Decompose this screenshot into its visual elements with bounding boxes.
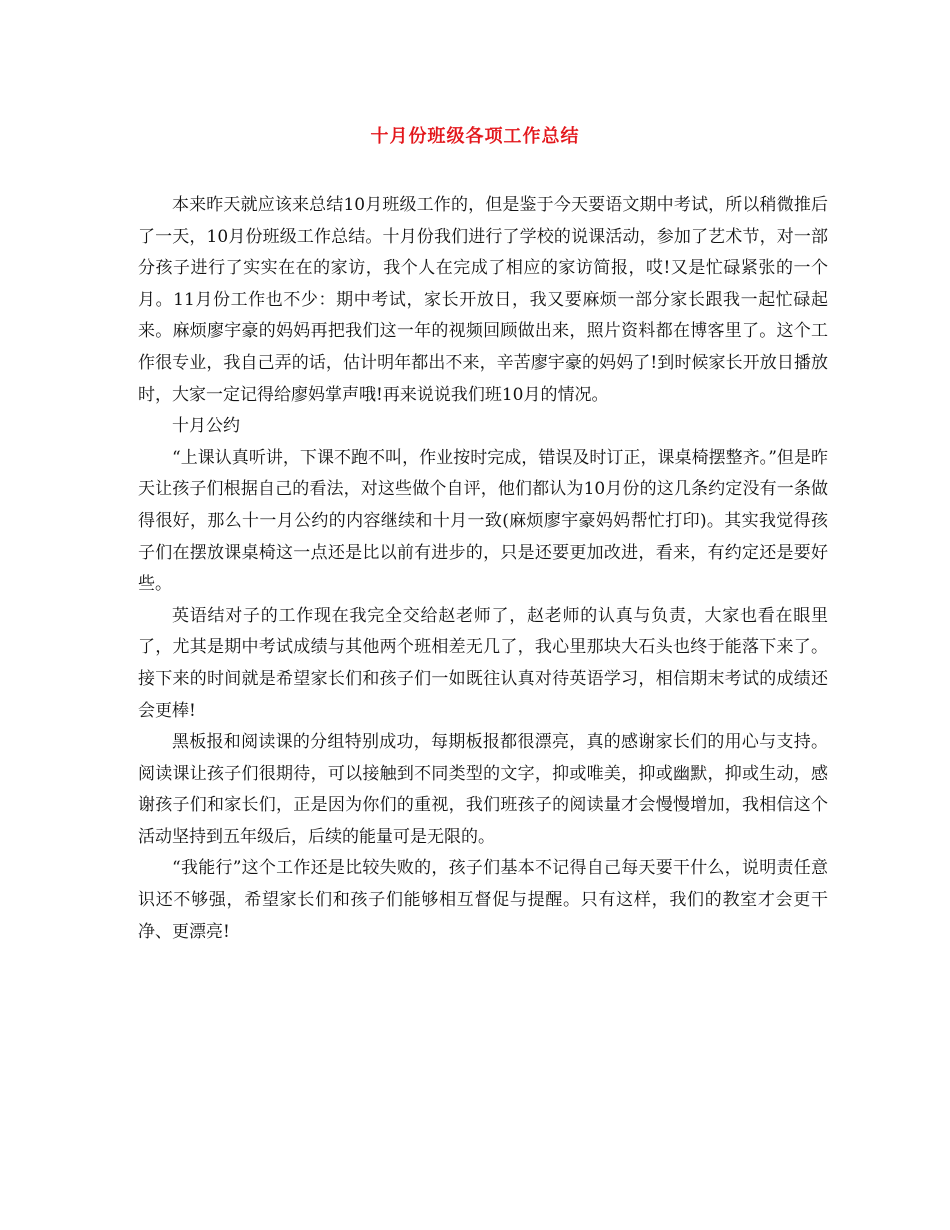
paragraph-pact: “上课认真听讲，下课不跑不叫，作业按时完成，错误及时订正，课桌椅摆整齐。”但是昨天让孩子们根据自己的看法，对这些做个自评，他们都认为10月份的这几条约定没有一条做得很好，那么十一月公约的内容继续和十月一致(麻烦廖宇豪妈妈帮忙打印)。其实我觉得孩子们在摆放课桌椅这一点还是比以前有进步的，只是还要更加改进，看来，有约定还是要好些。 [138, 447, 828, 595]
paragraph-intro: 本来昨天就应该来总结10月班级工作的，但是鉴于今天要语文期中考试，所以稍微推后了一天，10月份班级工作总结。十月份我们进行了学校的说课活动，参加了艺术节，对一部分孩子进行了实实在在的家访，我个人在完成了相应的家访简报，哎!又是忙碌紧张的一个月。11月份工作也不少：期中考试，家长开放日，我又要麻烦一部分家长跟我一起忙碌起来。麻烦廖宇豪的妈妈再把我们这一年的视频回顾做出来，照片资料都在博客里了。这个工作很专业，我自己弄的话，估计明年都出不来，辛苦廖宇豪的妈妈了!到时候家长开放日播放时，大家一定记得给廖妈掌声哦!再来说说我们班10月的情况。 [138, 195, 828, 405]
document-body [138, 190, 828, 948]
paragraph-blackboard-reading: 黑板报和阅读课的分组特别成功，每期板报都很漂亮，真的感谢家长们的用心与支持。阅读课让孩子们很期待，可以接触到不同类型的文字，抑或唯美，抑或幽默，抑或生动，感谢孩子们和家长们，正是因为你们的重视，我们班孩子的阅读量才会慢慢增加，我相信这个活动坚持到五年级后，后续的能量可是无限的。 [138, 732, 828, 847]
section-heading-october-pact: 十月公约 [172, 416, 240, 437]
paragraph-english-pairs: 英语结对子的工作现在我完全交给赵老师了，赵老师的认真与负责，大家也看在眼里了，尤其是期中考试成绩与其他两个班相差无几了，我心里那块大石头也终于能落下来了。接下来的时间就是希望家长们和孩子们一如既往认真对待英语学习，相信期末考试的成绩还会更棒! [138, 605, 828, 721]
paragraph-i-can-do-it: “我能行”这个工作还是比较失败的，孩子们基本不记得自己每天要干什么，说明责任意识还不够强，希望家长们和孩子们能够相互督促与提醒。只有这样，我们的教室才会更干净、更漂亮! [138, 858, 828, 942]
document-title: 十月份班级各项工作总结 [370, 126, 580, 147]
